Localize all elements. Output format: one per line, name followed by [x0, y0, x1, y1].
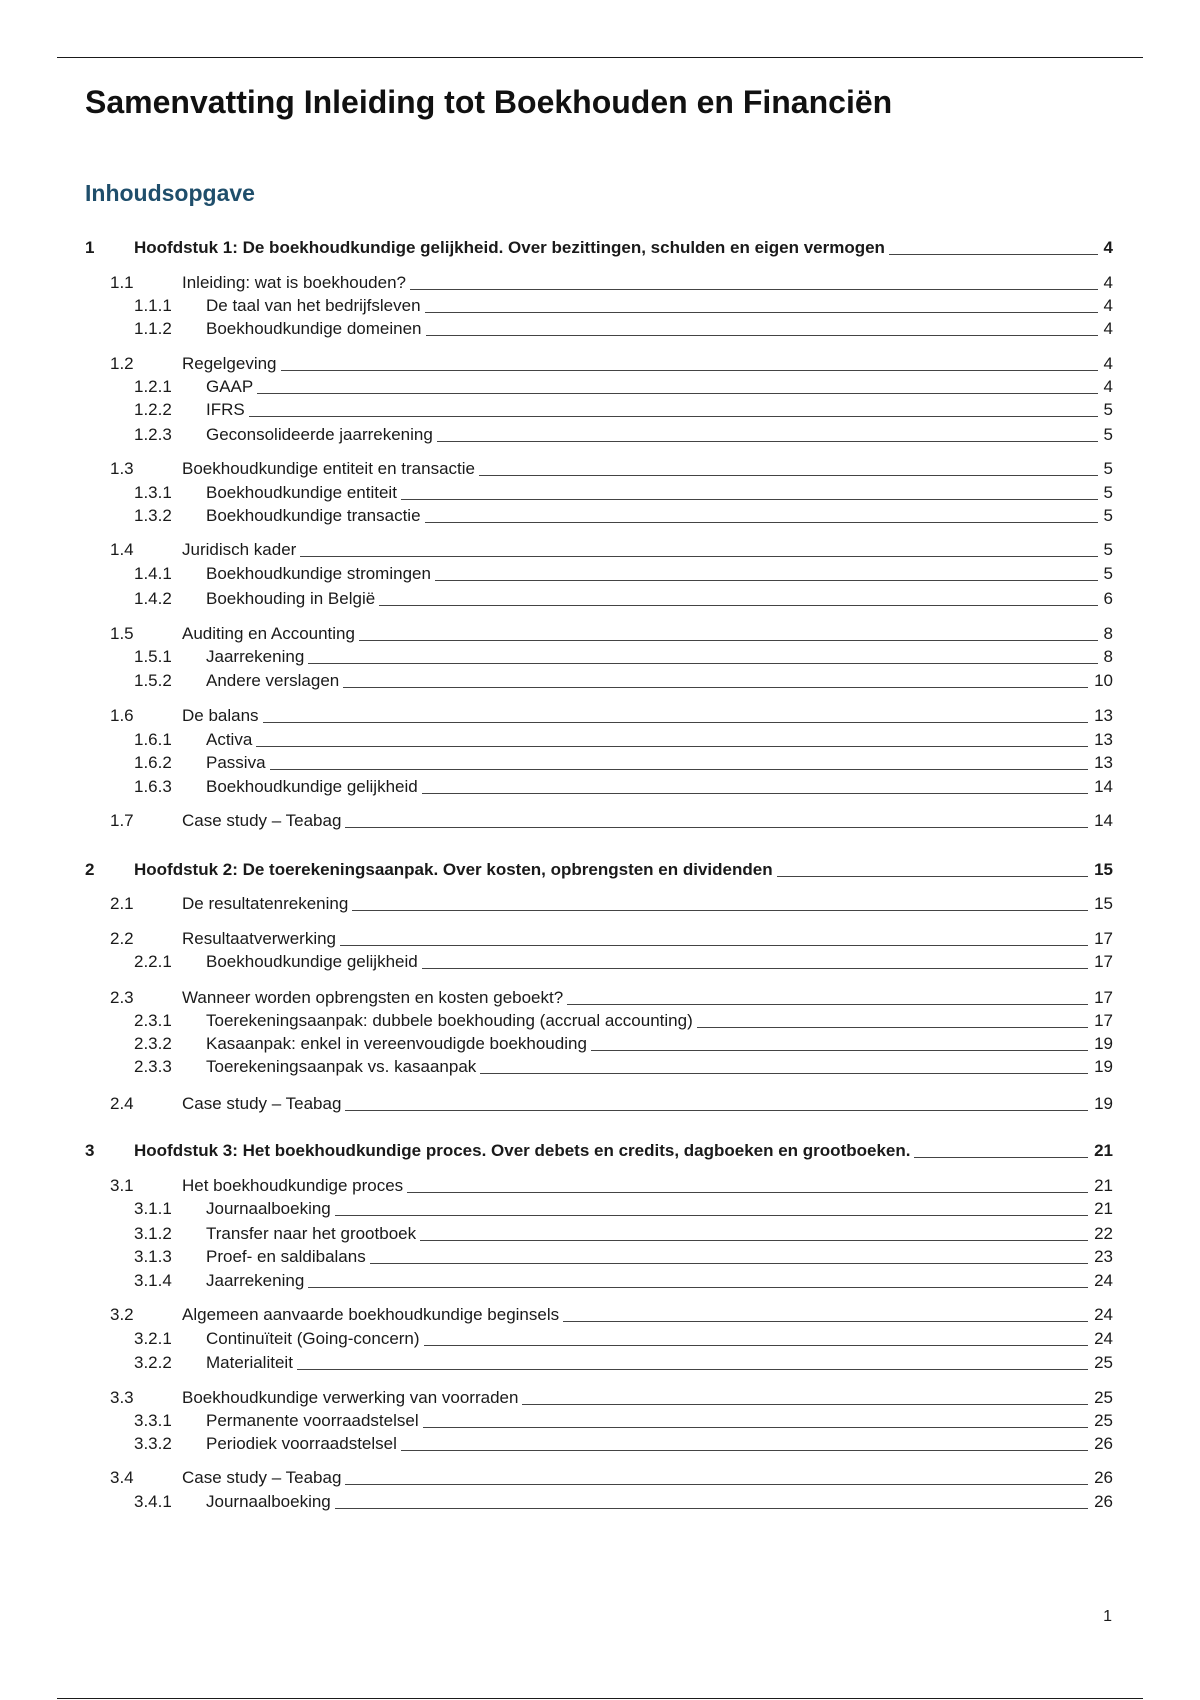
- toc-entry-1-6-2[interactable]: [0, 750, 1200, 774]
- toc-entry-page: 15: [1094, 894, 1113, 913]
- toc-leader-line: [345, 1484, 1088, 1485]
- toc-leader-line: [249, 416, 1098, 417]
- toc-entry-page: 25: [1094, 1411, 1113, 1430]
- toc-entry-title: GAAP: [206, 377, 254, 396]
- toc-entry-number: 2.3: [110, 988, 134, 1007]
- toc-entry-page: 24: [1094, 1329, 1113, 1348]
- toc-entry-2-4[interactable]: [0, 1091, 1200, 1115]
- toc-entry-title: Resultaatverwerking: [182, 929, 337, 948]
- toc-entry-1-3-2[interactable]: [0, 503, 1200, 527]
- toc-entry-page: 19: [1094, 1034, 1113, 1053]
- toc-entry-number: 1.6.2: [134, 753, 172, 772]
- toc-leader-line: [308, 663, 1098, 664]
- toc-entry-1-2[interactable]: [0, 351, 1200, 375]
- toc-entry-page: 17: [1094, 988, 1113, 1007]
- toc-leader-line: [420, 1240, 1088, 1241]
- toc-entry-title: Activa: [206, 730, 253, 749]
- toc-entry-1-2-2[interactable]: [0, 397, 1200, 421]
- toc-entry-page: 5: [1103, 425, 1113, 444]
- toc-entry-3-1-1[interactable]: [0, 1196, 1200, 1220]
- toc-entry-title: Auditing en Accounting: [182, 624, 355, 643]
- toc-entry-2-3[interactable]: [0, 985, 1200, 1009]
- toc-entry-number: 1.2.2: [134, 400, 172, 419]
- toc-leader-line: [335, 1508, 1088, 1509]
- toc-entry-number: 3.4: [110, 1468, 134, 1487]
- toc-entry-page: 24: [1094, 1305, 1113, 1324]
- toc-entry-title: Boekhoudkundige entiteit en transactie: [182, 459, 475, 478]
- toc-entry-number: 1: [85, 238, 95, 257]
- toc-entry-title: Hoofdstuk 2: De toerekeningsaanpak. Over kosten, opbrengsten en dividenden: [134, 860, 773, 879]
- toc-leader-line: [352, 910, 1088, 911]
- toc-entry-3-3-2[interactable]: [0, 1431, 1200, 1455]
- toc-entry-page: 13: [1094, 730, 1113, 749]
- toc-entry-number: 1.2: [110, 354, 134, 373]
- toc-entry-page: 21: [1094, 1141, 1113, 1160]
- toc-entry-title: Periodiek voorraadstelsel: [206, 1434, 397, 1453]
- toc-entry-1-2-3[interactable]: [0, 422, 1200, 446]
- toc-entry-title: Regelgeving: [182, 354, 277, 373]
- toc-entry-page: 13: [1094, 753, 1113, 772]
- toc-entry-title: Boekhoudkundige gelijkheid: [206, 952, 418, 971]
- toc-entry-title: Andere verslagen: [206, 671, 340, 690]
- toc-entry-number: 1.4: [110, 540, 134, 559]
- toc-entry-number: 1.6: [110, 706, 134, 725]
- toc-leader-line: [297, 1369, 1088, 1370]
- toc-entry-title: Toerekeningsaanpak vs. kasaanpak: [206, 1057, 477, 1076]
- toc-entry-number: 1.3.2: [134, 506, 172, 525]
- toc-leader-line: [424, 1345, 1088, 1346]
- toc-leader-line: [343, 687, 1088, 688]
- toc-entry-title: Boekhoudkundige domeinen: [206, 319, 422, 338]
- toc-entry-title: Transfer naar het grootboek: [206, 1224, 417, 1243]
- toc-entry-title: Inleiding: wat is boekhouden?: [182, 273, 406, 292]
- toc-entry-number: 3.4.1: [134, 1492, 172, 1511]
- toc-entry-title: Proef- en saldibalans: [206, 1247, 366, 1266]
- toc-entry-2-3-1[interactable]: [0, 1008, 1200, 1032]
- toc-entry-number: 2.3.1: [134, 1011, 172, 1030]
- toc-entry-number: 3.3.2: [134, 1434, 172, 1453]
- toc-leader-line: [480, 1073, 1088, 1074]
- toc-entry-1-5-1[interactable]: [0, 644, 1200, 668]
- toc-entry-title: Case study – Teabag: [182, 811, 342, 830]
- toc-entry-number: 1.4.2: [134, 589, 172, 608]
- toc-heading: Inhoudsopgave: [85, 180, 255, 206]
- toc-entry-3-1-3[interactable]: [0, 1244, 1200, 1268]
- toc-leader-line: [522, 1404, 1088, 1405]
- toc-entry-number: 1.6.1: [134, 730, 172, 749]
- toc-entry-title: De resultatenrekening: [182, 894, 349, 913]
- toc-entry-title: Wanneer worden opbrengsten en kosten geboekt?: [182, 988, 564, 1007]
- toc-entry-3-3[interactable]: [0, 1385, 1200, 1409]
- toc-entry-page: 8: [1103, 647, 1113, 666]
- toc-entry-number: 3.2.2: [134, 1353, 172, 1372]
- toc-entry-number: 1.2.3: [134, 425, 172, 444]
- toc-entry-3-2-2[interactable]: [0, 1350, 1200, 1374]
- toc-entry-title: Passiva: [206, 753, 266, 772]
- toc-entry-number: 3.1: [110, 1176, 134, 1195]
- toc-leader-line: [270, 769, 1088, 770]
- toc-entry-page: 4: [1103, 238, 1113, 257]
- toc-leader-line: [914, 1157, 1088, 1158]
- toc-entry-1-4-1[interactable]: [0, 561, 1200, 585]
- toc-leader-line: [435, 580, 1098, 581]
- toc-entry-3[interactable]: [0, 1138, 1200, 1162]
- toc-entry-1-4[interactable]: [0, 537, 1200, 561]
- toc-entry-3-3-1[interactable]: [0, 1408, 1200, 1432]
- toc-entry-page: 26: [1094, 1492, 1113, 1511]
- toc-entry-page: 10: [1094, 671, 1113, 690]
- toc-entry-title: Juridisch kader: [182, 540, 297, 559]
- toc-entry-number: 2: [85, 860, 95, 879]
- toc-entry-title: Algemeen aanvaarde boekhoudkundige beginsels: [182, 1305, 560, 1324]
- toc-entry-title: Boekhoudkundige stromingen: [206, 564, 431, 583]
- toc-entry-2-2-1[interactable]: [0, 949, 1200, 973]
- toc-entry-page: 22: [1094, 1224, 1113, 1243]
- toc-entry-page: 4: [1103, 354, 1113, 373]
- toc-entry-2-3-3[interactable]: [0, 1054, 1200, 1078]
- toc-entry-1-7[interactable]: [0, 808, 1200, 832]
- toc-entry-title: Journaalboeking: [206, 1199, 331, 1218]
- toc-entry-page: 5: [1103, 459, 1113, 478]
- toc-entry-3-2-1[interactable]: [0, 1326, 1200, 1350]
- toc-entry-1-5-2[interactable]: [0, 668, 1200, 692]
- toc-entry-title: Het boekhoudkundige proces: [182, 1176, 404, 1195]
- toc-entry-page: 4: [1103, 377, 1113, 396]
- toc-entry-3-1-4[interactable]: [0, 1268, 1200, 1292]
- toc-entry-1-6-1[interactable]: [0, 727, 1200, 751]
- toc-entry-title: Boekhouding in België: [206, 589, 376, 608]
- toc-entry-title: Journaalboeking: [206, 1492, 331, 1511]
- toc-leader-line: [263, 722, 1088, 723]
- toc-leader-line: [425, 312, 1098, 313]
- toc-entry-3-1-2[interactable]: [0, 1221, 1200, 1245]
- toc-entry-page: 13: [1094, 706, 1113, 725]
- toc-entry-number: 2.3.2: [134, 1034, 172, 1053]
- toc-entry-number: 1.1.2: [134, 319, 172, 338]
- toc-entry-page: 14: [1094, 777, 1113, 796]
- toc-leader-line: [591, 1050, 1088, 1051]
- toc-leader-line: [425, 522, 1098, 523]
- toc-entry-number: 2.2: [110, 929, 134, 948]
- toc-leader-line: [256, 746, 1088, 747]
- toc-entry-1-1-1[interactable]: [0, 293, 1200, 317]
- toc-entry-1[interactable]: [0, 235, 1200, 259]
- toc-entry-number: 1.2.1: [134, 377, 172, 396]
- toc-entry-number: 3.1.3: [134, 1247, 172, 1266]
- toc-entry-number: 2.4: [110, 1094, 134, 1113]
- toc-entry-title: De taal van het bedrijfsleven: [206, 296, 421, 315]
- toc-entry-page: 19: [1094, 1094, 1113, 1113]
- toc-entry-page: 17: [1094, 929, 1113, 948]
- toc-leader-line: [300, 556, 1098, 557]
- toc-entry-page: 23: [1094, 1247, 1113, 1266]
- toc-entry-page: 25: [1094, 1388, 1113, 1407]
- bottom-rule: [57, 1698, 1143, 1699]
- toc-entry-number: 3.3.1: [134, 1411, 172, 1430]
- toc-entry-3-2[interactable]: [0, 1302, 1200, 1326]
- toc-entry-number: 1.3: [110, 459, 134, 478]
- toc-entry-title: Hoofdstuk 3: Het boekhoudkundige proces. Over debets en credits, dagboeken en grootboeken.: [134, 1141, 911, 1160]
- toc-entry-page: 6: [1103, 589, 1113, 608]
- toc-entry-1-4-2[interactable]: [0, 586, 1200, 610]
- toc-entry-number: 1.5.1: [134, 647, 172, 666]
- toc-leader-line: [359, 640, 1098, 641]
- toc-leader-line: [345, 1110, 1088, 1111]
- toc-leader-line: [422, 793, 1088, 794]
- toc-entry-page: 15: [1094, 860, 1113, 879]
- toc-entry-2[interactable]: [0, 857, 1200, 881]
- toc-entry-2-3-2[interactable]: [0, 1031, 1200, 1055]
- toc-entry-title: Case study – Teabag: [182, 1094, 342, 1113]
- toc-entry-1-6-3[interactable]: [0, 774, 1200, 798]
- toc-entry-1-6[interactable]: [0, 703, 1200, 727]
- toc-entry-number: 3.1.2: [134, 1224, 172, 1243]
- toc-entry-page: 5: [1103, 506, 1113, 525]
- toc-entry-number: 1.4.1: [134, 564, 172, 583]
- toc-entry-1-1-2[interactable]: [0, 316, 1200, 340]
- toc-leader-line: [401, 1450, 1088, 1451]
- toc-entry-3-1[interactable]: [0, 1173, 1200, 1197]
- toc-leader-line: [889, 254, 1098, 255]
- toc-entry-number: 1.1.1: [134, 296, 172, 315]
- toc-entry-title: Boekhoudkundige entiteit: [206, 483, 397, 502]
- toc-entry-page: 26: [1094, 1434, 1113, 1453]
- toc-entry-number: 1.5: [110, 624, 134, 643]
- toc-entry-number: 1.5.2: [134, 671, 172, 690]
- toc-entry-number: 2.3.3: [134, 1057, 172, 1076]
- document-title: Samenvatting Inleiding tot Boekhouden en Financiën: [85, 84, 893, 120]
- toc-entry-page: 14: [1094, 811, 1113, 830]
- toc-entry-title: Boekhoudkundige gelijkheid: [206, 777, 418, 796]
- toc-leader-line: [567, 1004, 1088, 1005]
- toc-entry-title: Geconsolideerde jaarrekening: [206, 425, 433, 444]
- toc-entry-page: 5: [1103, 564, 1113, 583]
- toc-entry-title: Toerekeningsaanpak: dubbele boekhouding (accrual accounting): [206, 1011, 693, 1030]
- toc-entry-title: Kasaanpak: enkel in vereenvoudigde boekhouding: [206, 1034, 587, 1053]
- toc-leader-line: [410, 289, 1098, 290]
- toc-leader-line: [479, 475, 1098, 476]
- toc-entry-1-1[interactable]: [0, 270, 1200, 294]
- toc-entry-number: 1.6.3: [134, 777, 172, 796]
- toc-entry-number: 2.1: [110, 894, 134, 913]
- toc-leader-line: [697, 1027, 1088, 1028]
- toc-entry-number: 3.2: [110, 1305, 134, 1324]
- toc-entry-title: Continuïteit (Going-concern): [206, 1329, 420, 1348]
- toc-leader-line: [345, 827, 1088, 828]
- toc-leader-line: [423, 1427, 1088, 1428]
- toc-leader-line: [426, 335, 1098, 336]
- toc-leader-line: [777, 876, 1088, 877]
- toc-leader-line: [563, 1321, 1088, 1322]
- toc-entry-2-2[interactable]: [0, 926, 1200, 950]
- toc-entry-number: 3.1.4: [134, 1271, 172, 1290]
- toc-entry-3-4-1[interactable]: [0, 1489, 1200, 1513]
- toc-entry-page: 4: [1103, 296, 1113, 315]
- toc-entry-page: 26: [1094, 1468, 1113, 1487]
- toc-entry-1-3[interactable]: [0, 456, 1200, 480]
- toc-entry-title: Materialiteit: [206, 1353, 293, 1372]
- toc-leader-line: [437, 441, 1098, 442]
- toc-entry-number: 3.3: [110, 1388, 134, 1407]
- toc-entry-title: IFRS: [206, 400, 245, 419]
- toc-leader-line: [407, 1192, 1088, 1193]
- toc-leader-line: [401, 499, 1098, 500]
- toc-entry-title: De balans: [182, 706, 259, 725]
- toc-entry-number: 3.1.1: [134, 1199, 172, 1218]
- toc-entry-1-2-1[interactable]: [0, 374, 1200, 398]
- toc-entry-number: 1.3.1: [134, 483, 172, 502]
- toc-entry-number: 3: [85, 1141, 95, 1160]
- toc-entry-title: Jaarrekening: [206, 1271, 305, 1290]
- toc-entry-page: 5: [1103, 400, 1113, 419]
- toc-entry-number: 1.7: [110, 811, 134, 830]
- toc-entry-number: 3.2.1: [134, 1329, 172, 1348]
- toc-leader-line: [335, 1215, 1088, 1216]
- toc-leader-line: [422, 968, 1088, 969]
- toc-entry-page: 4: [1103, 273, 1113, 292]
- toc-leader-line: [379, 605, 1098, 606]
- toc-entry-number: 2.2.1: [134, 952, 172, 971]
- toc-entry-title: Boekhoudkundige verwerking van voorraden: [182, 1388, 519, 1407]
- toc-entry-2-1[interactable]: [0, 891, 1200, 915]
- toc-leader-line: [340, 945, 1088, 946]
- toc-entry-title: Permanente voorraadstelsel: [206, 1411, 419, 1430]
- toc-entry-title: Case study – Teabag: [182, 1468, 342, 1487]
- toc-entry-page: 21: [1094, 1176, 1113, 1195]
- toc-entry-number: 1.1: [110, 273, 134, 292]
- toc-leader-line: [257, 393, 1098, 394]
- toc-entry-title: Jaarrekening: [206, 647, 305, 666]
- toc-leader-line: [281, 370, 1098, 371]
- toc-entry-page: 8: [1103, 624, 1113, 643]
- toc-entry-page: 24: [1094, 1271, 1113, 1290]
- toc-entry-page: 5: [1103, 483, 1113, 502]
- toc-entry-page: 17: [1094, 952, 1113, 971]
- toc-entry-page: 17: [1094, 1011, 1113, 1030]
- toc-leader-line: [370, 1263, 1088, 1264]
- toc-entry-1-5[interactable]: [0, 621, 1200, 645]
- toc-entry-1-3-1[interactable]: [0, 480, 1200, 504]
- toc-entry-3-4[interactable]: [0, 1465, 1200, 1489]
- toc-entry-title: Boekhoudkundige transactie: [206, 506, 421, 525]
- toc-leader-line: [308, 1287, 1088, 1288]
- toc-entry-page: 4: [1103, 319, 1113, 338]
- toc-entry-page: 25: [1094, 1353, 1113, 1372]
- toc-entry-page: 19: [1094, 1057, 1113, 1076]
- toc-entry-title: Hoofdstuk 1: De boekhoudkundige gelijkheid. Over bezittingen, schulden en eigen vermogen: [134, 238, 885, 257]
- toc-entry-page: 5: [1103, 540, 1113, 559]
- toc-entry-page: 21: [1094, 1199, 1113, 1218]
- page-number: 1: [1103, 1608, 1112, 1625]
